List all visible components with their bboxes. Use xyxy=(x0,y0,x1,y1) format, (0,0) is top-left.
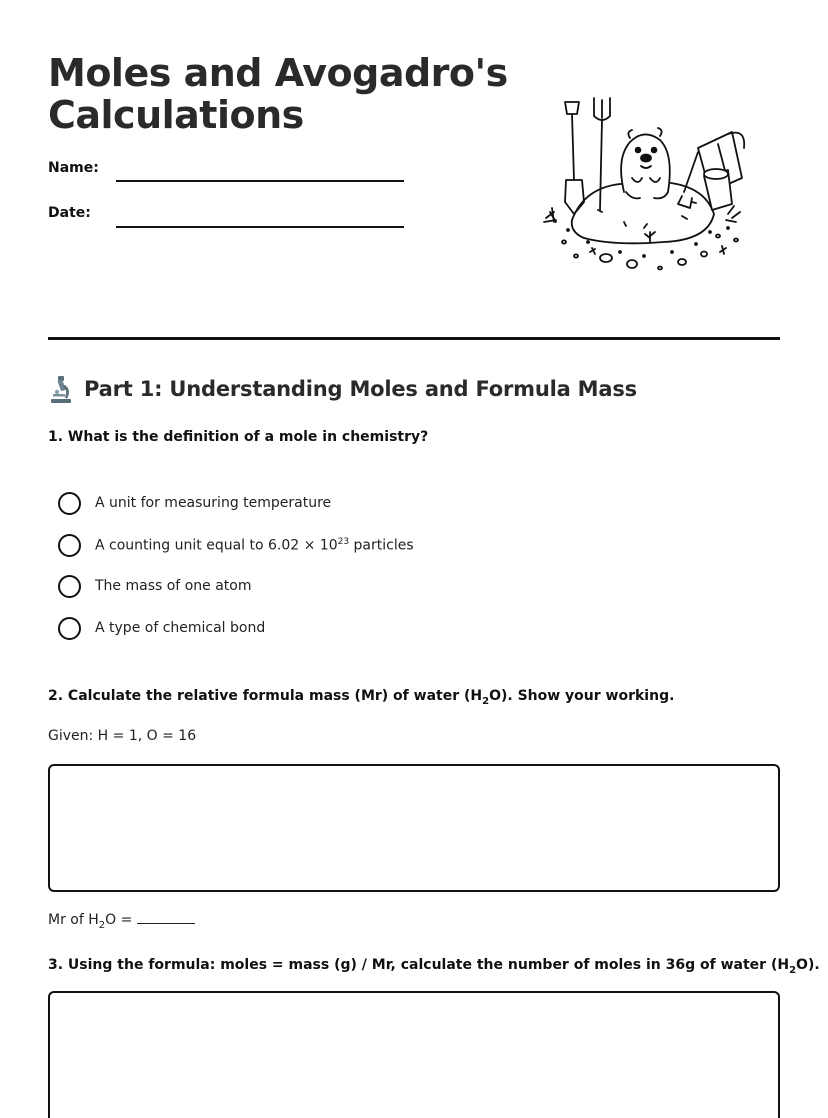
q3-answer-box[interactable] xyxy=(48,991,780,1118)
name-label: Name: xyxy=(48,160,99,176)
radio-button[interactable] xyxy=(58,534,81,557)
option-label: A counting unit equal to $6.02 \times 10^{23}$ particles xyxy=(95,536,414,554)
groundhog-garden-illustration xyxy=(532,92,754,278)
q1-option-2[interactable] xyxy=(58,533,414,557)
microscope-icon xyxy=(48,374,74,404)
part1-heading-text: Part 1: Understanding Moles and Formula Mass xyxy=(84,377,637,401)
q1-option-1[interactable] xyxy=(58,491,331,515)
date-field-line[interactable] xyxy=(116,226,404,228)
option-label: The mass of one atom xyxy=(95,578,252,594)
radio-button[interactable] xyxy=(58,492,81,515)
name-field-line[interactable] xyxy=(116,180,404,182)
radio-button[interactable] xyxy=(58,617,81,640)
q2-given: Given: H = 1, O = 16 xyxy=(48,728,197,744)
question-2: 2. Calculate the relative formula mass (Mr) of water $(H_2O)$. Show your working. xyxy=(48,688,675,707)
option-label: A type of chemical bond xyxy=(95,620,266,636)
q2-answer-box[interactable] xyxy=(48,764,780,892)
q1-option-3[interactable] xyxy=(58,574,251,598)
q2-result-line: Mr of $H_2O$ = xyxy=(48,912,195,931)
page-title: Moles and Avogadro's Calculations xyxy=(48,51,508,137)
option-label: A unit for measuring temperature xyxy=(95,495,332,511)
radio-button[interactable] xyxy=(58,575,81,598)
part1-heading xyxy=(48,374,637,404)
section-divider xyxy=(48,337,780,340)
question-1: 1. What is the definition of a mole in chemistry? xyxy=(48,429,429,445)
q1-option-4[interactable] xyxy=(58,616,265,640)
question-3: 3. Using the formula: moles = mass (g) / Mr, calculate the number of moles in 36g of water $(H_2O)$. xyxy=(48,957,820,976)
date-label: Date: xyxy=(48,205,91,221)
mr-answer-blank[interactable] xyxy=(137,912,195,924)
